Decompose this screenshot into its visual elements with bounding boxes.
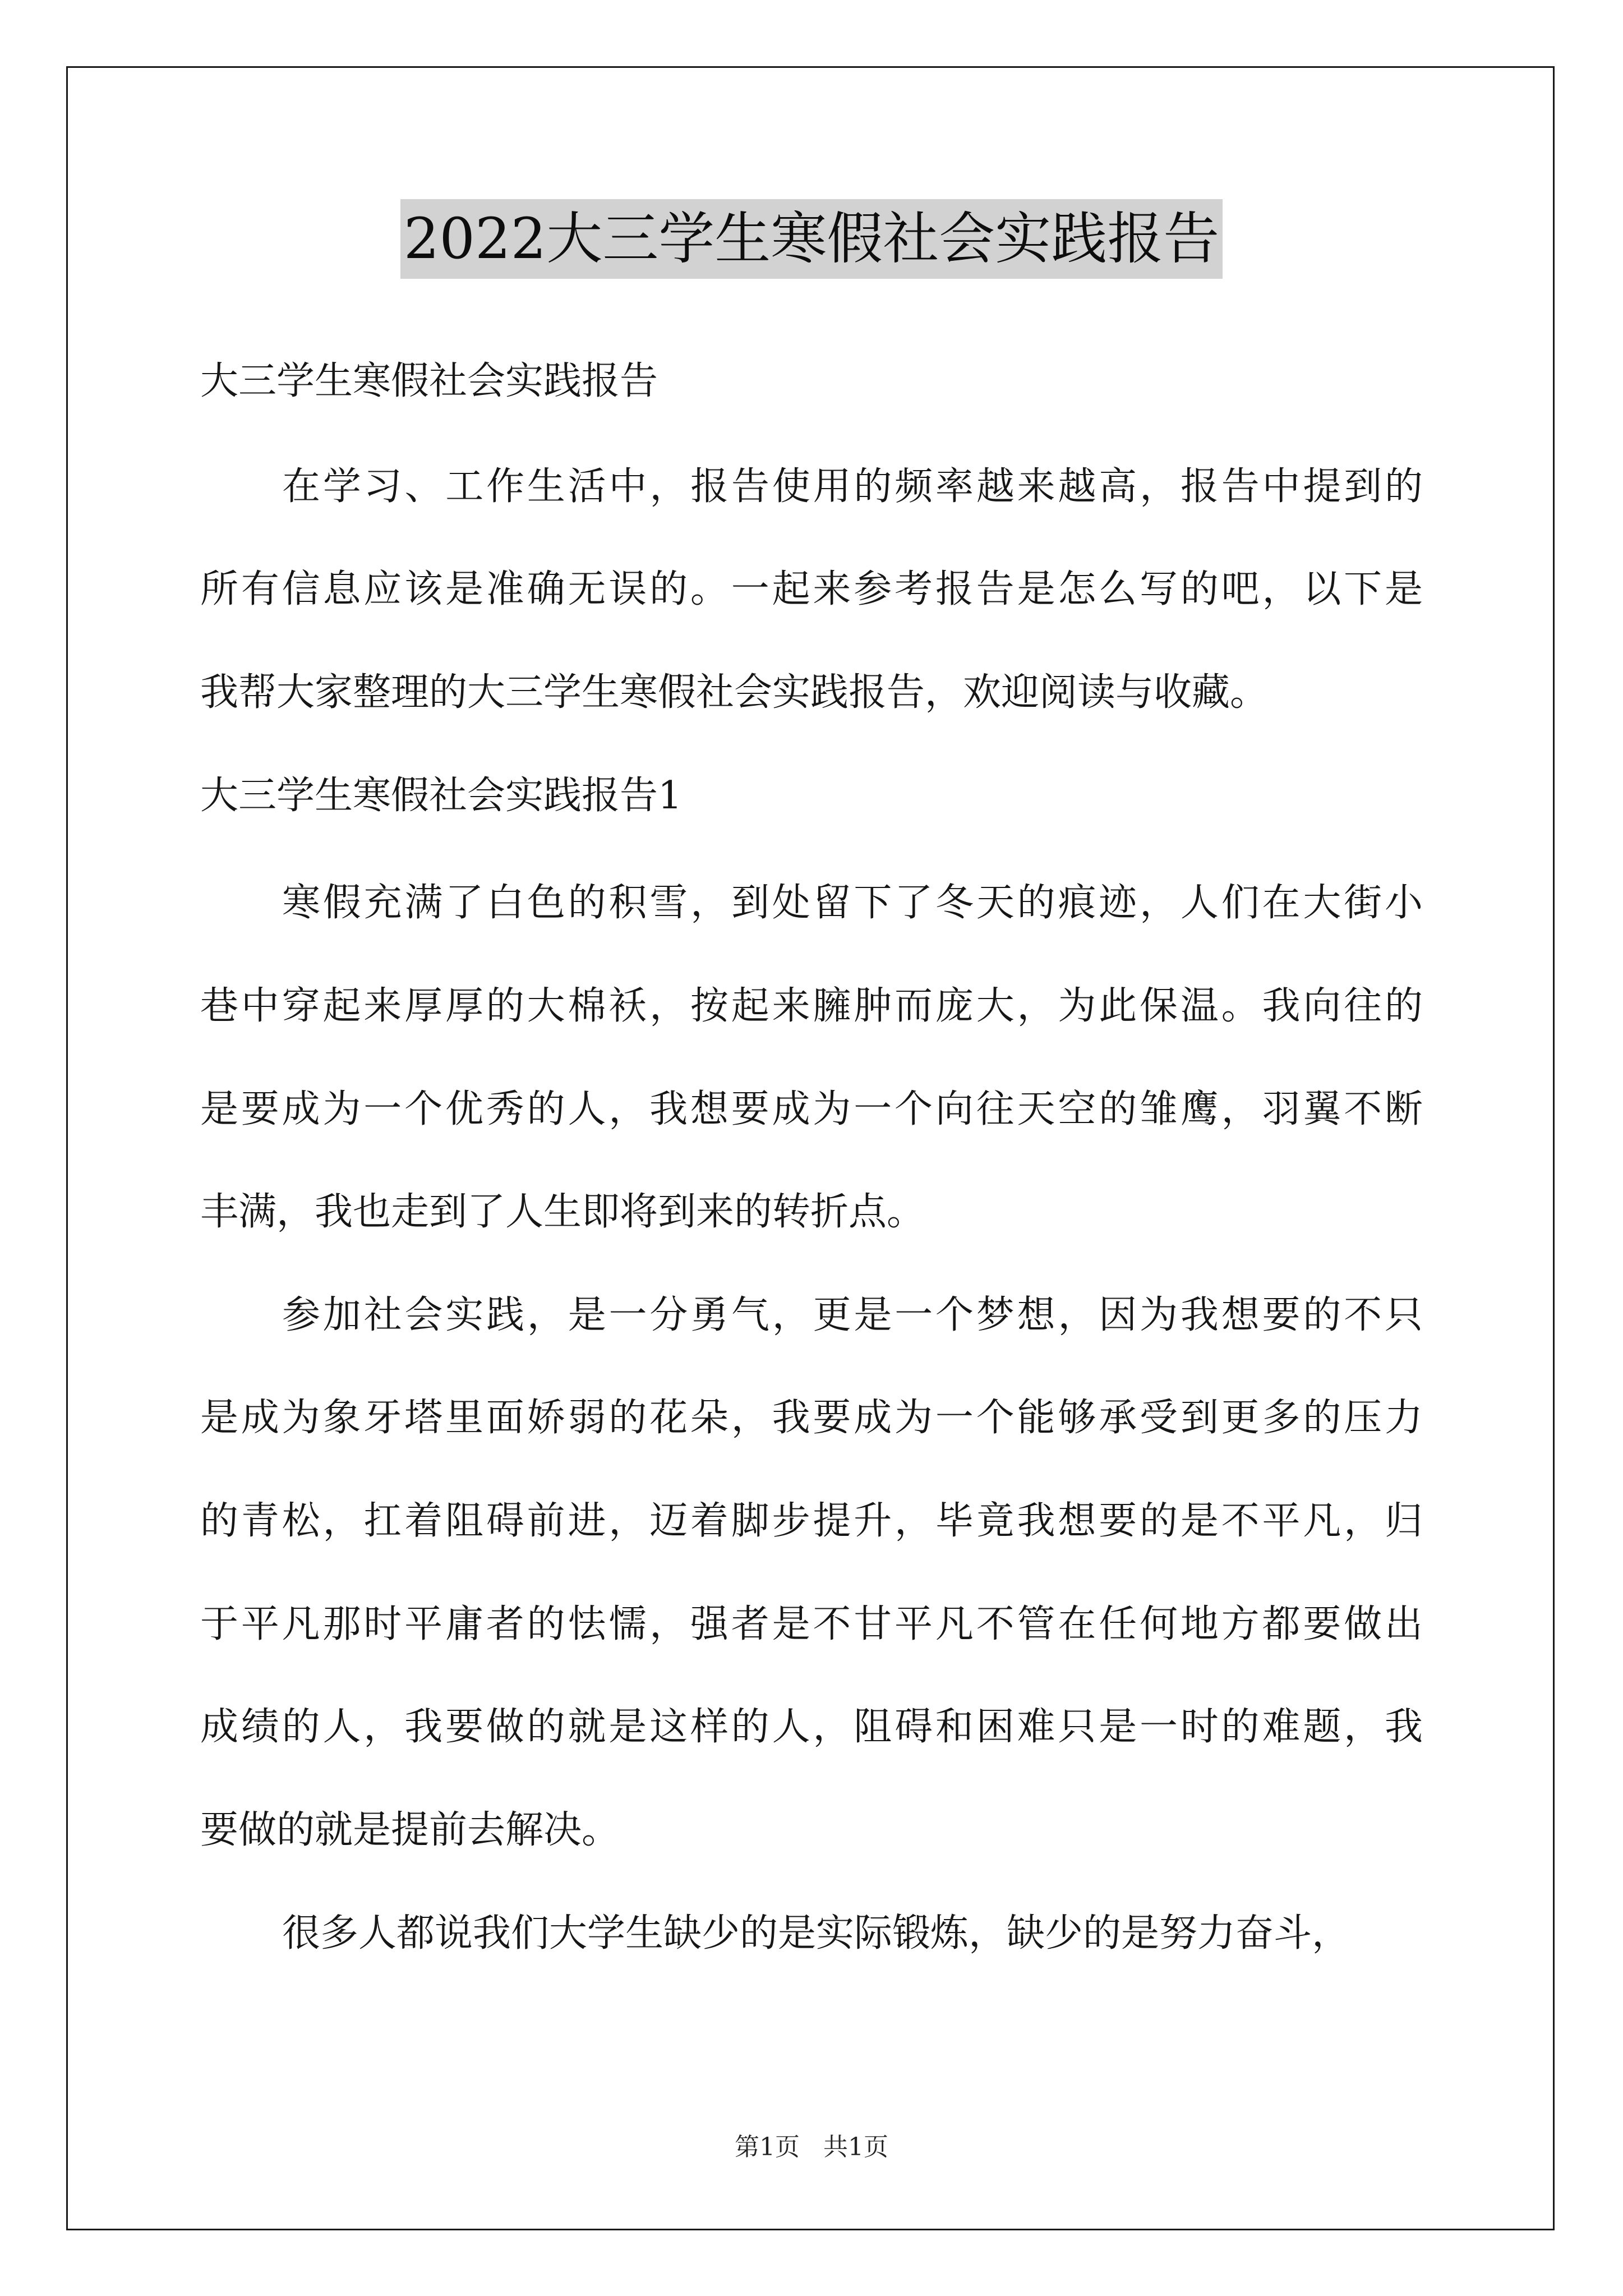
title-container (0, 199, 1623, 279)
paragraph-line: 是成为象牙塔里面娇弱的花朵，我要成为一个能够承受到更多的压力 (200, 1396, 1423, 1440)
paragraph-line: 寒假充满了白色的积雪，到处留下了冬天的痕迹，人们在大街小 (282, 881, 1423, 925)
paragraph-line: 丰满，我也走到了人生即将到来的转折点。 (200, 1190, 925, 1234)
paragraph-line: 于平凡那时平庸者的怯懦，强者是不甘平凡不管在任何地方都要做出 (200, 1602, 1423, 1646)
intro-line: 我帮大家整理的大三学生寒假社会实践报告，欢迎阅读与收藏。 (200, 670, 1269, 715)
section-heading: 大三学生寒假社会实践报告1 (200, 774, 683, 818)
intro-line: 所有信息应该是准确无误的。一起来参考报告是怎么写的吧，以下是 (200, 567, 1423, 611)
paragraph-line: 巷中穿起来厚厚的大棉袄，按起来臃肿而庞大，为此保温。我向往的 (200, 984, 1423, 1028)
document-title: 2022大三学生寒假社会实践报告 (400, 199, 1223, 279)
paragraph-line: 参加社会实践，是一分勇气，更是一个梦想，因为我想要的不只 (282, 1293, 1423, 1337)
paragraph-line: 要做的就是提前去解决。 (200, 1808, 620, 1852)
section-heading: 大三学生寒假社会实践报告 (200, 359, 658, 403)
paragraph-line: 是要成为一个优秀的人，我想要成为一个向往天空的雏鹰，羽翼不断 (200, 1087, 1423, 1131)
paragraph-line: 很多人都说我们大学生缺少的是实际锻炼，缺少的是努力奋斗， (282, 1911, 1350, 1955)
page-footer: 第1页 共1页 (735, 2133, 888, 2161)
paragraph-line: 的青松，扛着阻碍前进，迈着脚步提升，毕竟我想要的是不平凡，归 (200, 1499, 1423, 1543)
intro-line: 在学习、工作生活中，报告使用的频率越来越高，报告中提到的 (282, 464, 1423, 509)
paragraph-line: 成绩的人，我要做的就是这样的人，阻碍和困难只是一时的难题，我 (200, 1705, 1423, 1749)
